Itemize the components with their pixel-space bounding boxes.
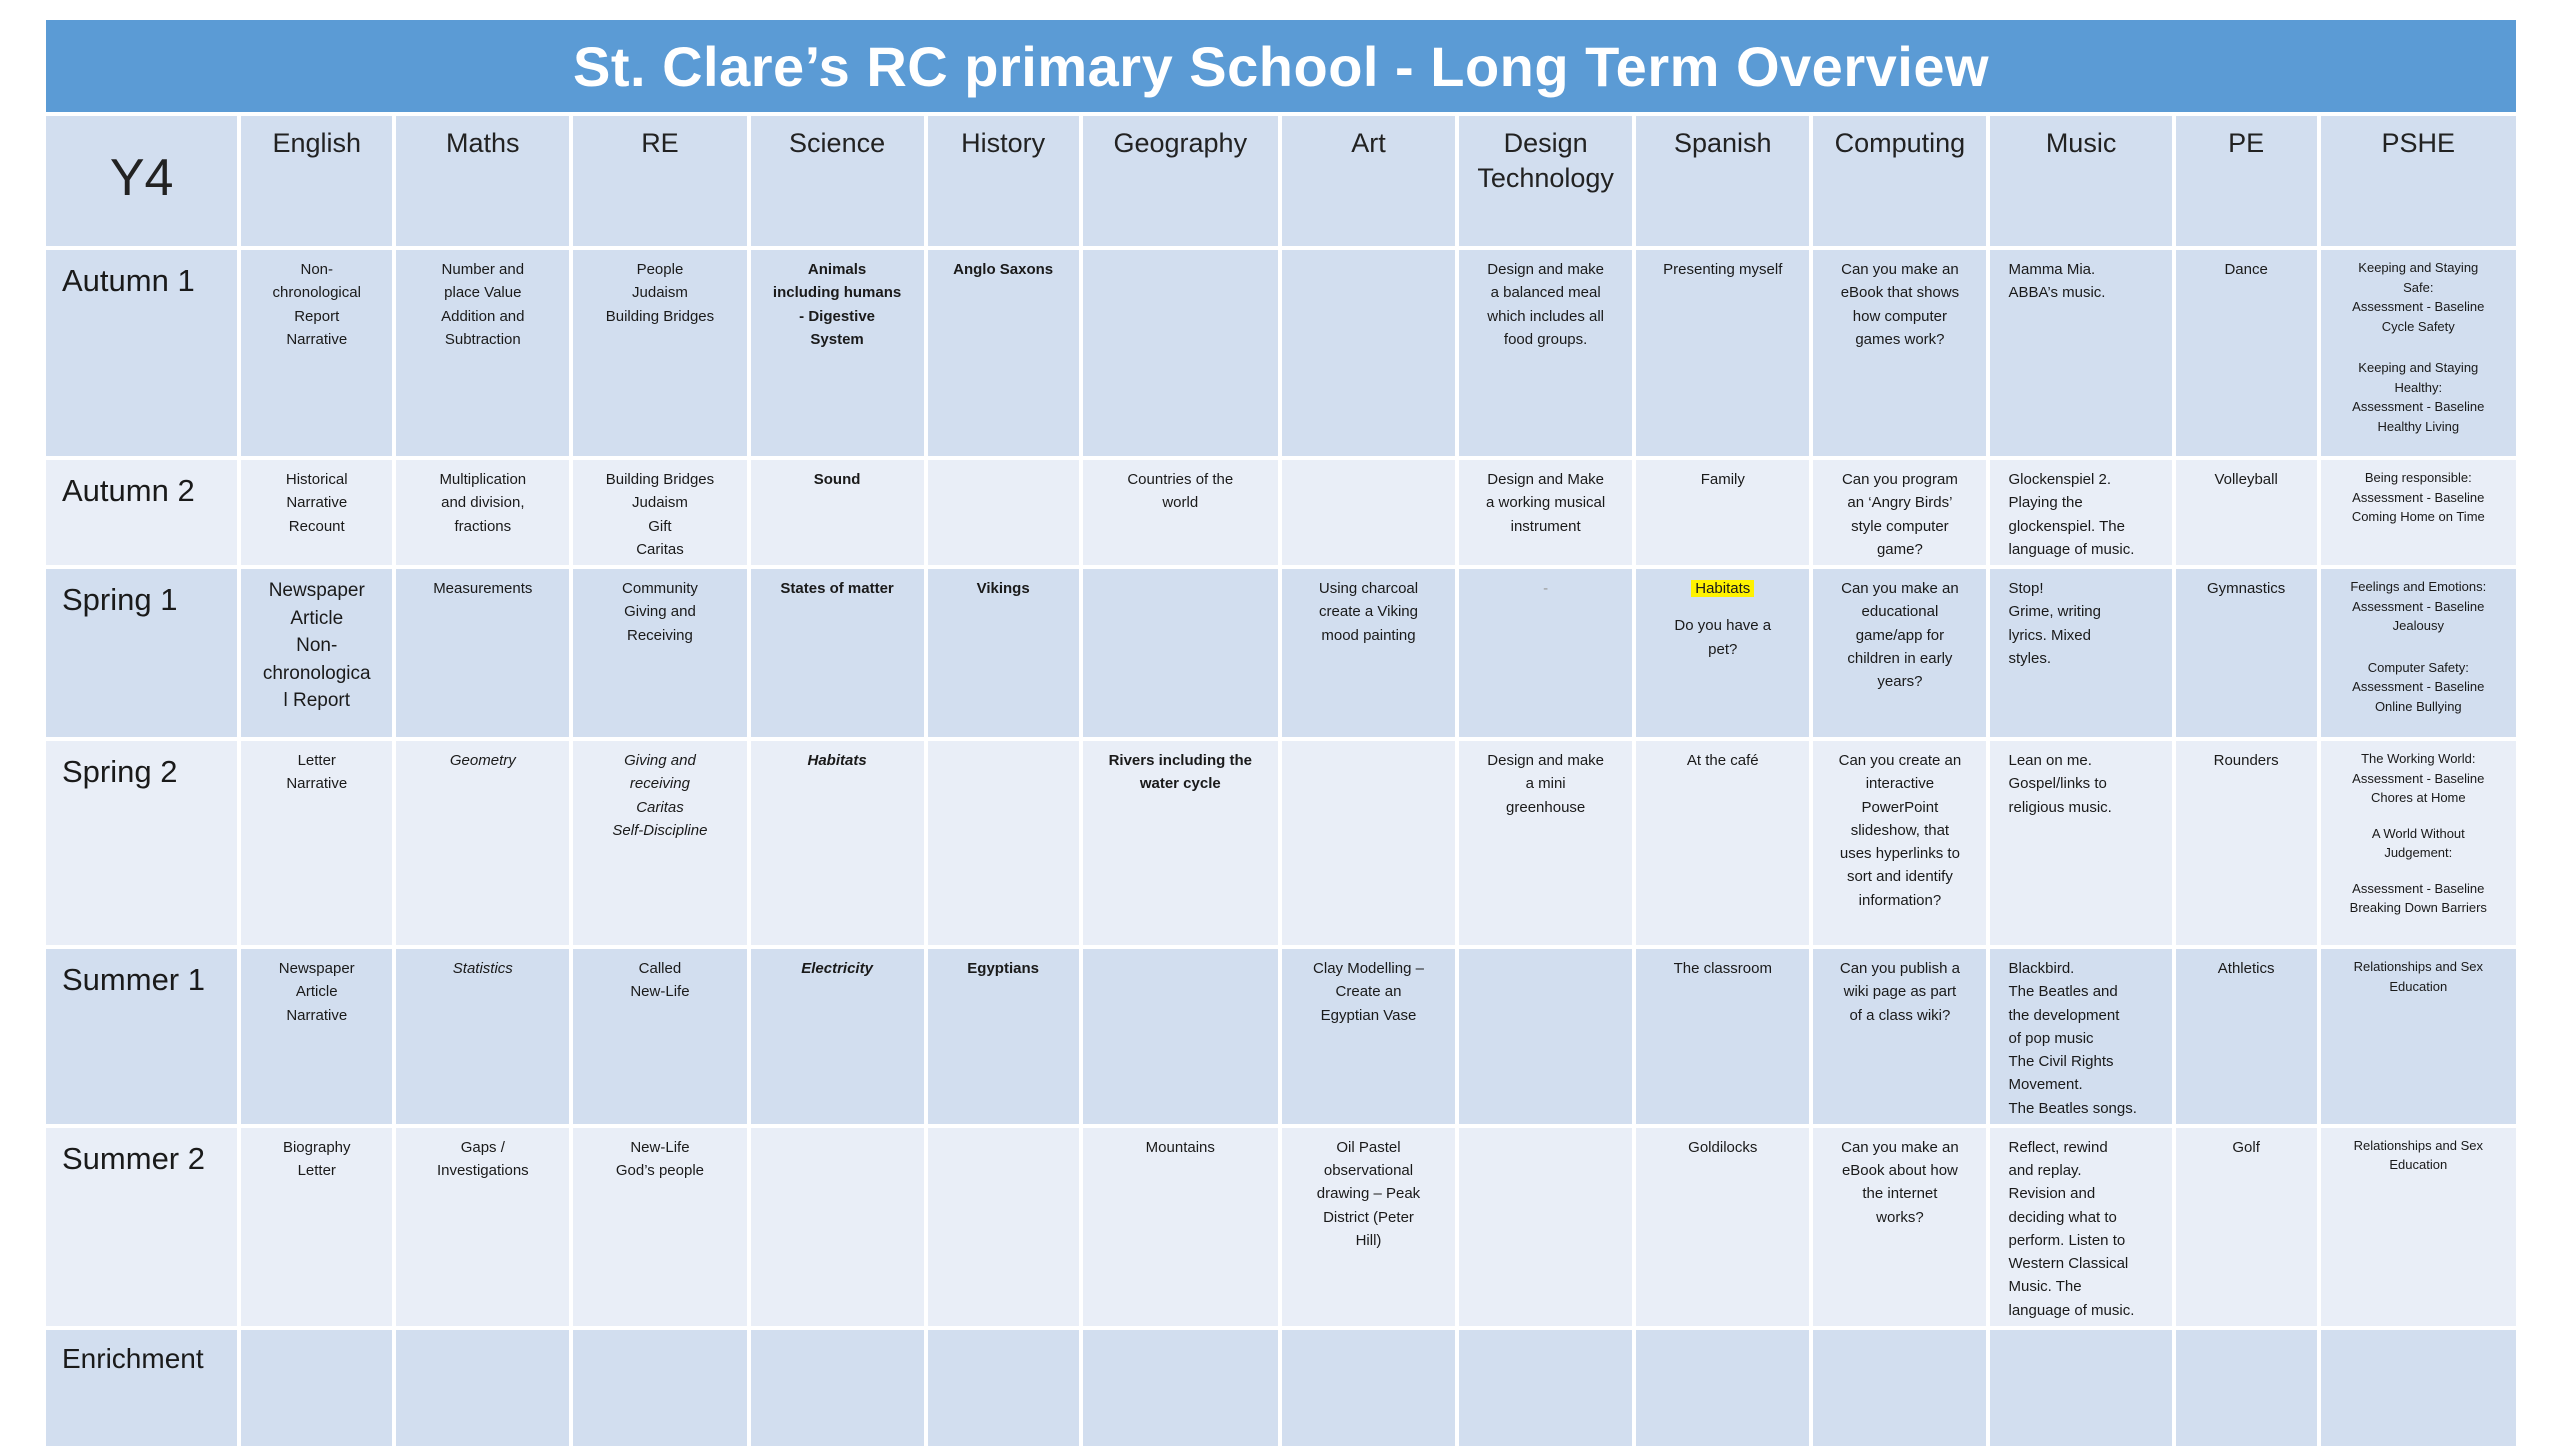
header-row [46,116,2516,246]
cell-pshe: Being responsible: Assessment - Baseline Coming Home on Time [2351,470,2485,524]
cell-pshe-extra: A World Without Judgement: [2371,825,2465,860]
cell-music: Glockenspiel 2. Playing the glockenspiel. The language of music. [2008,471,2135,558]
cell-science: Electricity [801,960,873,977]
empty-cell [2321,1330,2516,1446]
cell-maths: Geometry [449,752,516,769]
cell-pe: Rounders [2213,752,2279,769]
empty-cell [751,1330,924,1446]
cell-pe: Dance [2224,261,2268,278]
subject-header-maths: Maths [396,116,569,246]
term-label: Autumn 2 [46,460,237,565]
cell-english: Biography Letter [282,1138,351,1179]
cell-maths: Gaps / Investigations [436,1138,529,1179]
empty-cell [1459,1330,1632,1446]
term-row-spring-1 [46,569,2516,737]
cell-design-technology: - [1543,580,1549,597]
cell-pshe-extra-2: Assessment - Baseline Breaking Down Barriers [2349,880,2487,915]
cell-music: Stop! Grime, writing lyrics. Mixed styles. [2008,580,2101,667]
term-row-summer-1 [46,949,2516,1124]
cell-pshe-extra: Keeping and Staying Healthy: Assessment - Baseline Healthy Living [2352,360,2485,434]
empty-cell [1990,1330,2171,1446]
cell-science: Sound [813,471,861,488]
empty-cell [1636,1330,1809,1446]
cell-spanish: At the café [1686,752,1759,769]
cell-history: Vikings [976,580,1030,597]
term-label: Spring 2 [46,741,237,945]
cell-english: Letter Narrative [286,752,348,793]
overview-table [42,112,2520,1450]
cell-design-technology: Design and make a balanced meal which includes all food groups. [1487,261,1604,348]
cell-geography: Mountains [1145,1138,1215,1156]
cell-re: New-Life God’s people [615,1138,704,1179]
cell-pshe: Keeping and Staying Safe: Assessment - Baseline Cycle Safety [2352,260,2485,334]
subject-header-design-technology: Design Technology [1459,116,1632,246]
cell-computing: Can you publish a wiki page as part of a class wiki? [1839,960,1960,1024]
cell-science: Habitats [807,752,867,769]
term-label: Autumn 1 [46,250,237,456]
cell-maths: Number and place Value Addition and Subtraction [441,261,525,348]
term-label: Summer 1 [46,949,237,1124]
page-title: St. Clare’s RC primary School - Long Term Overview [46,20,2516,112]
term-row-spring-2 [46,741,2516,945]
cell-english: Newspaper Article Narrative [278,960,355,1024]
overview-sheet [46,20,2516,1440]
year-label: Y4 [46,116,237,246]
cell-spanish: Goldilocks [1688,1138,1758,1156]
cell-geography: Countries of the world [1127,471,1234,512]
empty-cell [928,1330,1079,1446]
term-row-enrichment [46,1330,2516,1446]
subject-header-pshe: PSHE [2321,116,2516,246]
subject-header-pe: PE [2176,116,2317,246]
cell-spanish: Do you have a pet? [1674,617,1772,658]
cell-music: Lean on me. Gospel/links to religious music. [2008,752,2112,816]
subject-header-art: Art [1282,116,1455,246]
cell-art: Oil Pastel observational drawing – Peak District (Peter Hill) [1316,1138,1421,1249]
term-label: Spring 1 [46,569,237,737]
cell-english: Historical Narrative Recount [285,471,348,535]
empty-cell [1813,1330,1986,1446]
empty-cell [1083,1330,1278,1446]
cell-pshe-extra: Computer Safety: Assessment - Baseline Online Bullying [2352,659,2485,714]
cell-re: Called New-Life [630,960,690,1001]
subject-header-science: Science [751,116,924,246]
cell-pe: Gymnastics [2206,580,2286,597]
cell-english: Newspaper Article Non- chronologica l Report [262,580,371,712]
cell-spanish: The classroom [1673,960,1772,977]
subject-header-re: RE [573,116,746,246]
cell-pshe: Feelings and Emotions: Assessment - Baseline Jealousy [2350,579,2487,633]
cell-spanish: Family [1700,471,1745,488]
cell-music: Reflect, rewind and replay. Revision and deciding what to perform. Listen to Western Classical Music. The language of music. [2008,1138,2135,1319]
cell-pe: Golf [2232,1138,2260,1156]
cell-maths: Statistics [452,960,513,977]
cell-pe: Athletics [2217,960,2275,977]
cell-re: Giving and receiving Caritas Self-Discipline [612,752,708,839]
subject-header-history: History [928,116,1079,246]
cell-history: Anglo Saxons [953,261,1054,278]
cell-computing: Can you create an interactive PowerPoint slideshow, that uses hyperlinks to sort and identify information? [1838,752,1962,909]
term-row-summer-2 [46,1128,2516,1326]
cell-maths: Multiplication and division, fractions [439,471,527,535]
cell-science: States of matter [780,580,894,597]
term-row-autumn-1 [46,250,2516,456]
cell-re: Building Bridges Judaism Gift Caritas [605,471,715,558]
empty-cell [2176,1330,2317,1446]
cell-re: Community Giving and Receiving [622,580,698,644]
cell-design-technology: Design and Make a working musical instrument [1486,471,1606,535]
cell-pshe: Relationships and Sex Education [2353,959,2483,994]
subject-header-computing: Computing [1813,116,1986,246]
cell-art: Clay Modelling – Create an Egyptian Vase [1313,960,1424,1024]
empty-cell [241,1330,392,1446]
cell-computing: Can you make an educational game/app for children in early years? [1841,580,1959,690]
cell-music: Mamma Mia. ABBA’s music. [2008,261,2106,302]
cell-design-technology: Design and make a mini greenhouse [1487,752,1604,816]
cell-computing: Can you make an eBook that shows how computer games work? [1840,261,1960,348]
cell-spanish-highlight: Habitats [1691,580,1754,597]
cell-english: Non- chronological Report Narrative [272,261,361,348]
term-label: Summer 2 [46,1128,237,1326]
cell-re: People Judaism Building Bridges [605,261,715,325]
empty-cell [1282,1330,1455,1446]
cell-art: Using charcoal create a Viking mood painting [1318,580,1419,644]
cell-maths: Measurements [433,580,533,597]
cell-spanish: Presenting myself [1663,261,1783,278]
cell-pshe: Relationships and Sex Education [2353,1137,2483,1173]
cell-computing: Can you make an eBook about how the internet works? [1841,1138,1959,1226]
term-label: Enrichment [46,1330,237,1446]
term-row-autumn-2 [46,460,2516,565]
cell-pe: Volleyball [2214,471,2278,488]
cell-computing: Can you program an ‘Angry Birds’ style computer game? [1841,471,1958,558]
empty-cell [573,1330,746,1446]
cell-music: Blackbird. The Beatles and the development of pop music The Civil Rights Movement. The Beatles songs. [2008,960,2137,1117]
subject-header-english: English [241,116,392,246]
cell-history: Egyptians [967,960,1039,977]
subject-header-geography: Geography [1083,116,1278,246]
empty-cell [396,1330,569,1446]
subject-header-music: Music [1990,116,2171,246]
cell-pshe: The Working World: Assessment - Baseline Chores at Home [2352,751,2485,805]
cell-science: Animals including humans - Digestive System [772,261,902,348]
subject-header-spanish: Spanish [1636,116,1809,246]
cell-geography: Rivers including the water cycle [1108,752,1252,793]
